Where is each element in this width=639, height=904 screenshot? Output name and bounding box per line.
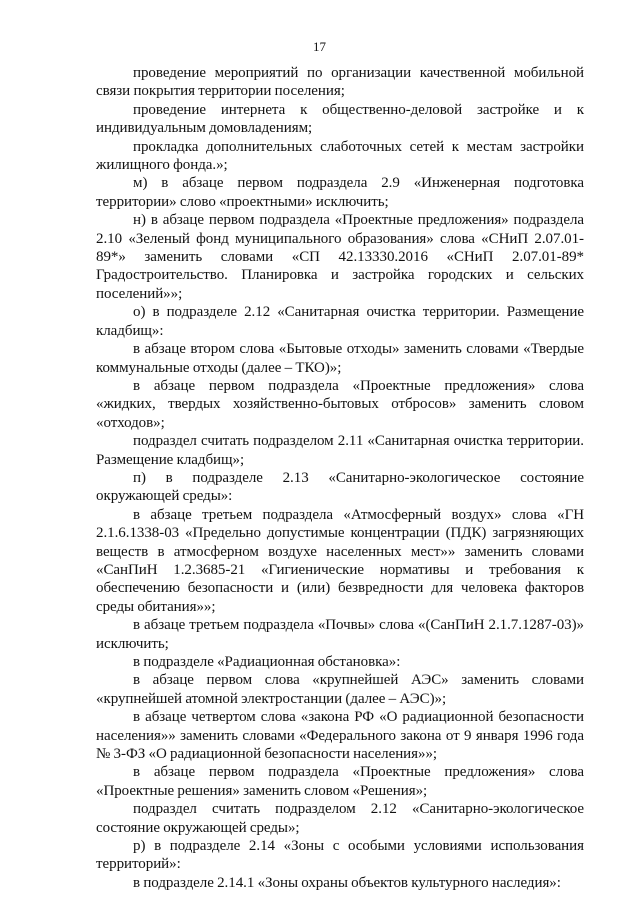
paragraph: в абзаце втором слова «Бытовые отходы» заменить словами «Твердые коммунальные отходы (далее – ТКО)»; bbox=[96, 341, 584, 376]
paragraph: проведение интернета к общественно-деловой застройке и к индивидуальным домовладениям; bbox=[96, 101, 584, 137]
paragraph: в абзаце третьем подраздела «Почвы» слова «(СанПиН 2.1.7.1287-03)» исключить; bbox=[96, 617, 584, 652]
paragraph: подраздел считать подразделом 2.12 «Санитарно-экологическое состояние окружающей среды»; bbox=[96, 801, 584, 836]
paragraph: прокладка дополнительных слаботочных сетей к местам застройки жилищного фонда.»; bbox=[96, 138, 584, 174]
paragraph: в абзаце первом слова «крупнейшей АЭС» заменить словами «крупнейшей атомной электростанции (далее – АЭС)»; bbox=[96, 672, 584, 707]
document-body bbox=[96, 64, 584, 892]
paragraph: в подразделе «Радиационная обстановка»: bbox=[133, 654, 401, 670]
paragraph: в абзаце первом подраздела «Проектные предложения» слова «жидких, твердых хозяйственно-бытовых отбросов» заменить словом «отходов»; bbox=[96, 377, 584, 431]
page-number: 17 bbox=[313, 39, 326, 54]
paragraph: проведение мероприятий по организации качественной мобильной связи покрытия территории поселения; bbox=[96, 65, 584, 100]
paragraph: п) в подразделе 2.13 «Санитарно-экологическое состояние окружающей среды»: bbox=[96, 469, 584, 505]
paragraph: подраздел считать подразделом 2.11 «Санитарная очистка территории. Размещение кладбищ»; bbox=[96, 433, 584, 468]
paragraph: в абзаце третьем подраздела «Атмосферный воздух» слова «ГН 2.1.6.1338-03 «Предельно допустимые концентрации (ПДК) загрязняющих веществ в атмосферном воздухе населенных мест»» заменить словами «СанПиН 1.2.3685-21 «Гигиенические нормативы и требования к обеспечению безопасности и (или) безвредности для человека факторов среды обитания»»; bbox=[96, 506, 584, 615]
paragraph: н) в абзаце первом подраздела «Проектные предложения» подраздела 2.10 «Зеленый фонд муниципального образования» слова «СНиП 2.07.01-89*» заменить словами «СП 42.13330.2016 «СНиП 2.07.01-89* Градостроительство. Планировка и застройка городских и сельских поселений»»; bbox=[96, 212, 584, 302]
paragraph: р) в подразделе 2.14 «Зоны с особыми условиями использования территорий»: bbox=[96, 838, 584, 873]
paragraph: в подразделе 2.14.1 «Зоны охраны объектов культурного наследия»: bbox=[133, 874, 561, 891]
paragraph: в абзаце первом подраздела «Проектные предложения» слова «Проектные решения» заменить словом «Решения»; bbox=[96, 764, 584, 799]
paragraph: м) в абзаце первом подраздела 2.9 «Инженерная подготовка территории» слово «проектными» исключить; bbox=[96, 175, 584, 210]
paragraph: о) в подразделе 2.12 «Санитарная очистка территории. Размещение кладбищ»: bbox=[96, 304, 584, 339]
paragraph: в абзаце четвертом слова «закона РФ «О радиационной безопасности населения»» заменить словами «Федерального закона от 9 января 1996 года № 3-ФЗ «О радиационной безопасности населения»»; bbox=[96, 709, 584, 763]
